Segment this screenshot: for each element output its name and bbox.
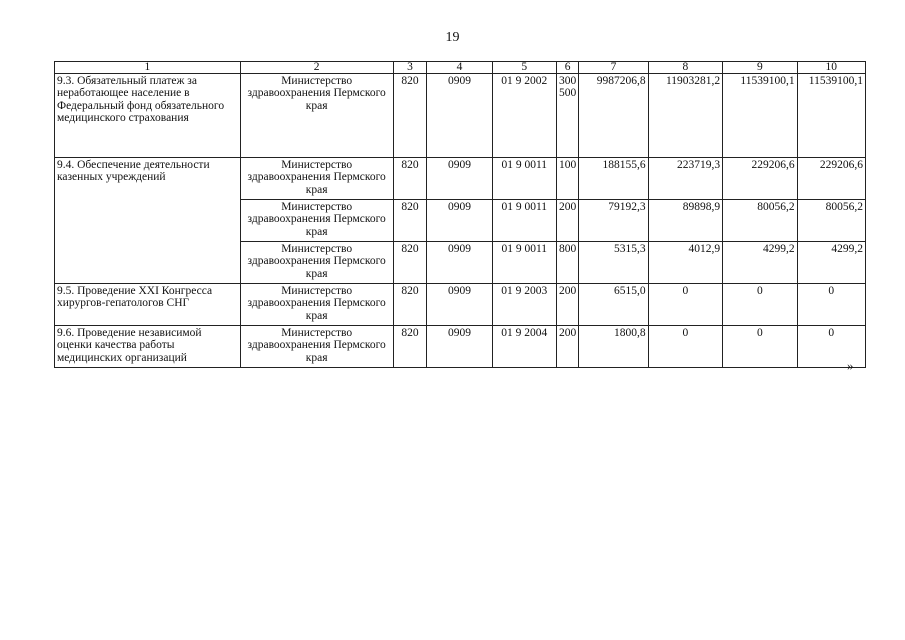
target-code-cell: 01 9 2003 [492, 284, 556, 326]
item-name-cell: 9.5. Проведение XXI Конгресса хирургов-гепатологов СНГ [55, 284, 241, 326]
ministry-cell: Министерство здравоохранения Пермского края [240, 74, 393, 158]
closing-quote-mark: » [847, 358, 854, 373]
amount-cell: 80056,2 [797, 200, 865, 242]
amount-cell: 9987206,8 [579, 74, 648, 158]
header-cell: 10 [797, 62, 865, 74]
header-cell: 9 [723, 62, 797, 74]
expense-type-cell: 200 [556, 284, 578, 326]
target-code-cell: 01 9 0011 [492, 200, 556, 242]
target-code-cell: 01 9 2002 [492, 74, 556, 158]
expense-type-cell: 200 [556, 326, 578, 368]
ministry-cell: Министерство здравоохранения Пермского края [240, 284, 393, 326]
expense-type-cell: 200 [556, 200, 578, 242]
expense-type-cell: 300 500 [556, 74, 578, 158]
item-name-cell: 9.4. Обеспечение деятельности казенных учреждений [55, 158, 241, 284]
amount-cell: 229206,6 [797, 158, 865, 200]
section-cell: 0909 [427, 284, 492, 326]
amount-cell: 80056,2 [723, 200, 797, 242]
amount-cell: 11903281,2 [648, 74, 722, 158]
code-cell: 820 [393, 284, 427, 326]
section-cell: 0909 [427, 200, 492, 242]
amount-cell: 4299,2 [723, 242, 797, 284]
amount-cell: 0 [648, 284, 722, 326]
amount-cell: 5315,3 [579, 242, 648, 284]
amount-cell: 1800,8 [579, 326, 648, 368]
header-cell: 1 [55, 62, 241, 74]
amount-cell: 79192,3 [579, 200, 648, 242]
code-cell: 820 [393, 74, 427, 158]
target-code-cell: 01 9 0011 [492, 242, 556, 284]
table-row [55, 158, 866, 200]
amount-cell: 4012,9 [648, 242, 722, 284]
target-code-cell: 01 9 2004 [492, 326, 556, 368]
expense-type-cell: 100 [556, 158, 578, 200]
header-cell: 4 [427, 62, 492, 74]
amount-cell: 11539100,1 [723, 74, 797, 158]
ministry-cell: Министерство здравоохранения Пермского края [240, 200, 393, 242]
header-row [55, 62, 866, 74]
header-cell: 8 [648, 62, 722, 74]
header-cell: 3 [393, 62, 427, 74]
item-name-cell: 9.6. Проведение независимой оценки качества работы медицинских организаций [55, 326, 241, 368]
ministry-cell: Министерство здравоохранения Пермского края [240, 326, 393, 368]
header-cell: 6 [556, 62, 578, 74]
header-cell: 5 [492, 62, 556, 74]
header-cell: 7 [579, 62, 648, 74]
code-cell: 820 [393, 200, 427, 242]
amount-cell: 223719,3 [648, 158, 722, 200]
amount-cell: 0 [648, 326, 722, 368]
amount-cell: 0 [723, 326, 797, 368]
ministry-cell: Министерство здравоохранения Пермского края [240, 158, 393, 200]
section-cell: 0909 [427, 326, 492, 368]
amount-cell: 4299,2 [797, 242, 865, 284]
target-code-cell: 01 9 0011 [492, 158, 556, 200]
item-name-cell: 9.3. Обязательный платеж за неработающее население в Федеральный фонд обязательного медицинского страхования [55, 74, 241, 158]
amount-cell: 11539100,1 [797, 74, 865, 158]
section-cell: 0909 [427, 158, 492, 200]
code-cell: 820 [393, 242, 427, 284]
amount-cell: 89898,9 [648, 200, 722, 242]
table-row [55, 74, 866, 158]
amount-cell: 0 [797, 284, 865, 326]
amount-cell: 188155,6 [579, 158, 648, 200]
page-number: 19 [445, 30, 460, 45]
header-cell: 2 [240, 62, 393, 74]
code-cell: 820 [393, 326, 427, 368]
section-cell: 0909 [427, 74, 492, 158]
expense-type-cell: 800 [556, 242, 578, 284]
table-row [55, 326, 866, 368]
code-cell: 820 [393, 158, 427, 200]
budget-table [54, 61, 866, 368]
amount-cell: 0 [723, 284, 797, 326]
amount-cell: 229206,6 [723, 158, 797, 200]
amount-cell: 6515,0 [579, 284, 648, 326]
amount-cell: 0 [797, 326, 865, 368]
section-cell: 0909 [427, 242, 492, 284]
table-row [55, 284, 866, 326]
ministry-cell: Министерство здравоохранения Пермского края [240, 242, 393, 284]
